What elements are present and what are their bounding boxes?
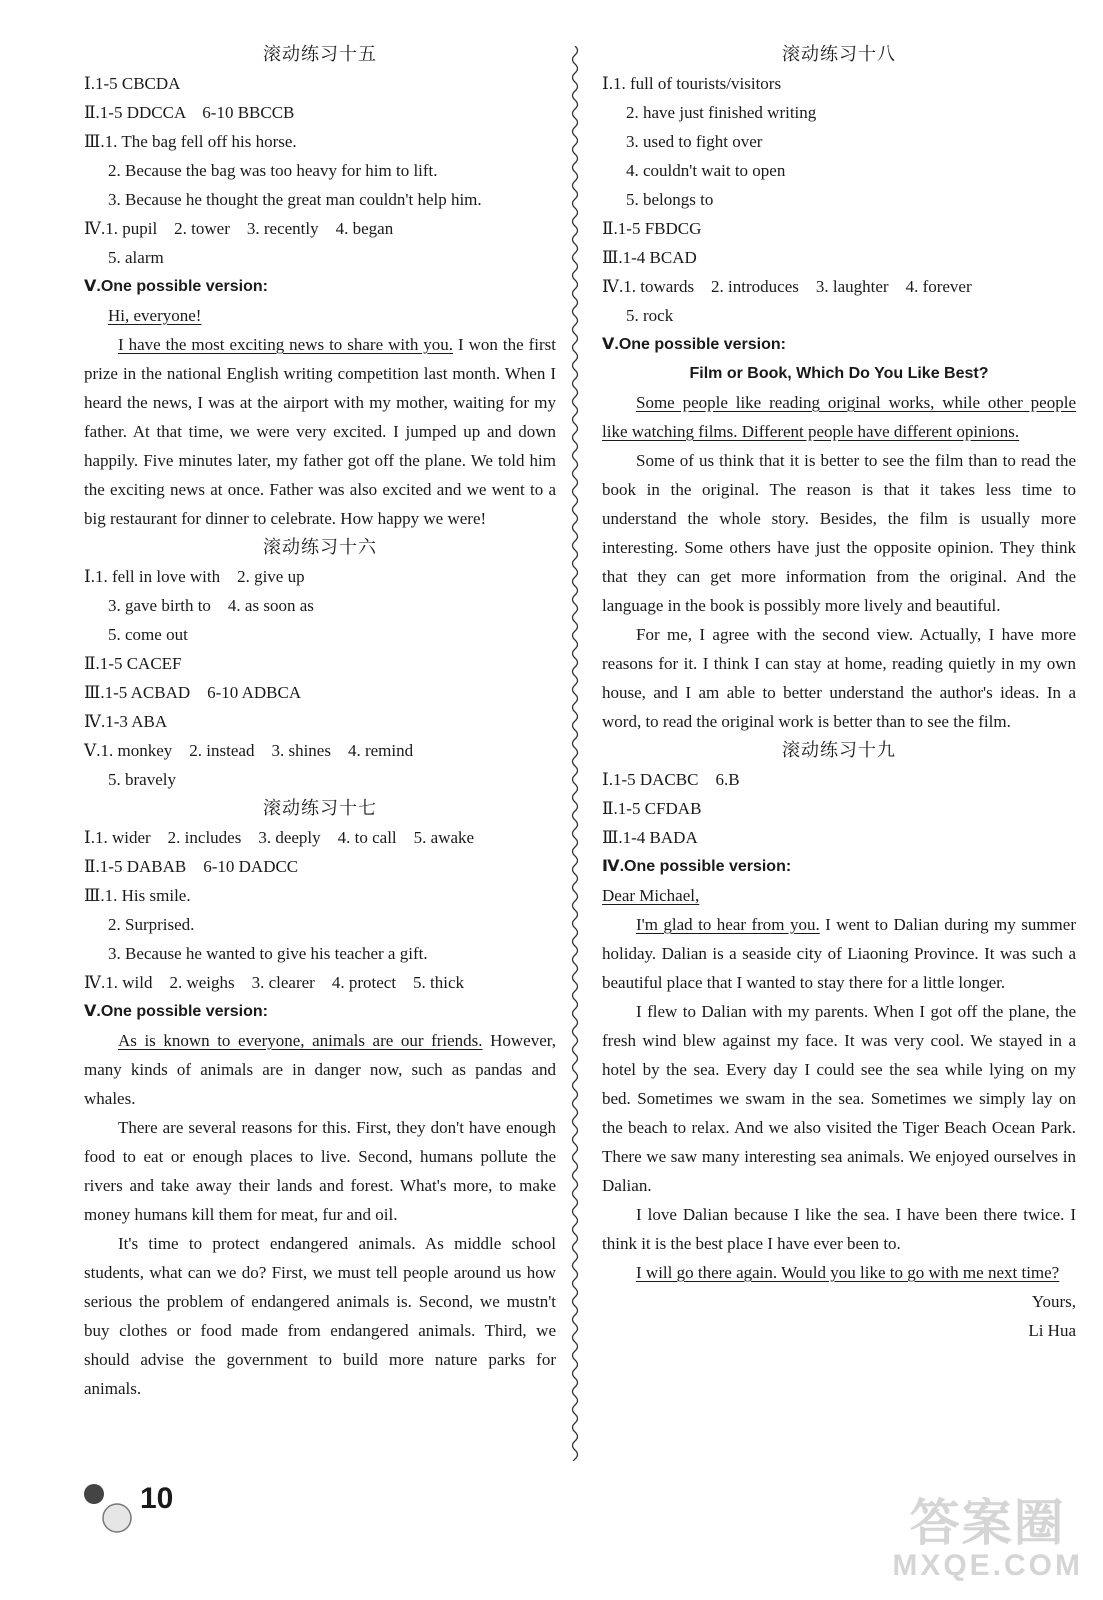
answer-line: Ⅲ.1-5 ACBAD 6-10 ADBCA [84, 683, 302, 702]
column-divider [568, 46, 582, 1461]
letter-signature: Li Hua [1028, 1321, 1076, 1340]
essay-paragraph: I love Dalian because I like the sea. I have been there twice. I think it is the best place I have ever been to. [602, 1205, 1076, 1253]
answer-line: Ⅰ.1. fell in love with 2. give up [84, 567, 305, 586]
underlined-sentence: Some people like reading original works, while other people like watching films. Different people have different opinions. [602, 393, 1076, 441]
answer-line: Ⅲ.1-4 BCAD [602, 248, 697, 267]
essay-paragraph: It's time to protect endangered animals. As middle school students, what can we do? First, we must tell people around us how serious the problem of endangered animals is. Second, we mustn't buy clothes or food made from endangered animals. Third, we should advise the government to build more nature parks for animals. [84, 1234, 556, 1398]
section-title-18: 滚动练习十八 [782, 44, 896, 64]
answer-line: 3. Because he wanted to give his teacher a gift. [108, 944, 428, 963]
version-heading: Ⅴ.One possible version: [84, 278, 268, 295]
watermark-url: MXQE.COM [892, 1549, 1083, 1582]
paragraph-text: I went to Dalian during my summer holiday. Dalian is a seaside city of Liaoning Province. It was such a beautiful place that I wanted to stay there for a little longer. [602, 915, 1076, 992]
answer-line: Ⅱ.1-5 DDCCA 6-10 BBCCB [84, 103, 295, 122]
essay-paragraph: I flew to Dalian with my parents. When I got off the plane, the fresh wind blew against my face. It was very cool. We stayed in a hotel by the sea. Every day I could see the sea while lying on my bed. Sometimes we swam in the sea. Sometimes we simply lay on the beach to relax. And we also visited the Tiger Beach Ocean Park. There we saw many interesting sea animals. We enjoyed ourselves in Dalian. [602, 1002, 1076, 1195]
section-title-16: 滚动练习十六 [263, 537, 377, 557]
left-column [84, 40, 556, 1403]
answer-line: Ⅰ.1-5 CBCDA [84, 74, 181, 93]
paragraph-text: I won the first prize in the national English writing competition last month. When I heard the news, I was at the airport with my mother, waiting for my father. At that time, we were very excited. I jumped up and down happily. Five minutes later, my father got off the plane. We told him the exciting news at once. Father was also excited and we went to a big restaurant for dinner to celebrate. How happy we were! [84, 335, 556, 528]
essay-paragraph: Some of us think that it is better to see the film than to read the book in the original. The reason is that it takes less time to understand the whole story. Besides, the film is usually more interesting. Some others have just the opposite opinion. They think that they can get more information from the original. And the language in the book is possibly more lively and beautiful. [602, 451, 1076, 615]
essay-greeting: Hi, everyone! [108, 306, 202, 325]
essay-paragraph: There are several reasons for this. First, they don't have enough food to eat or enough places to live. Second, humans pollute the rivers and take away their lands and forest. What's more, to make money humans kill them for meat, fur and oil. [84, 1118, 556, 1224]
underlined-sentence: I have the most exciting news to share with you. [118, 335, 454, 354]
answer-line: Ⅱ.1-5 FBDCG [602, 219, 702, 238]
watermark-logo: 答案圈 [909, 1494, 1066, 1552]
answer-line: 5. rock [626, 306, 674, 325]
answer-line: 3. gave birth to 4. as soon as [108, 596, 314, 615]
essay-paragraph [84, 1026, 556, 1113]
answer-line: 3. used to fight over [626, 132, 763, 151]
underlined-sentence: As is known to everyone, animals are our friends. [118, 1031, 483, 1050]
answer-line: Ⅳ.1. towards 2. introduces 3. laughter 4. forever [602, 277, 972, 296]
answer-line: 5. belongs to [626, 190, 714, 209]
answer-line: 2. have just finished writing [626, 103, 817, 122]
page-number-badge [82, 1480, 202, 1540]
essay-title: Film or Book, Which Do You Like Best? [689, 365, 989, 382]
answer-line: 5. bravely [108, 770, 176, 789]
section-title-19: 滚动练习十九 [782, 740, 896, 760]
essay-paragraph [602, 1258, 1076, 1287]
answer-line: Ⅱ.1-5 CFDAB [602, 799, 702, 818]
essay-paragraph: For me, I agree with the second view. Actually, I have more reasons for it. I think I can stay at home, reading quietly in my own house, and I am able to better understand the author's ideas. In a word, to read the original work is better than to see the film. [602, 625, 1076, 731]
letter-closing: Yours, [1031, 1292, 1076, 1311]
answer-line: 4. couldn't wait to open [626, 161, 786, 180]
answer-line: Ⅲ.1. The bag fell off his horse. [84, 132, 297, 151]
answer-line: 2. Because the bag was too heavy for him to lift. [108, 161, 438, 180]
answer-line: 2. Surprised. [108, 915, 195, 934]
answer-line: Ⅳ.1-3 ABA [84, 712, 168, 731]
version-heading: Ⅴ.One possible version: [84, 1003, 268, 1020]
version-heading: Ⅴ.One possible version: [602, 336, 786, 353]
watermark [892, 1496, 1083, 1582]
section-title-17: 滚动练习十七 [263, 798, 377, 818]
essay-paragraph [84, 330, 556, 533]
essay-paragraph [602, 388, 1076, 446]
answer-line: Ⅲ.1. His smile. [84, 886, 191, 905]
answer-line: Ⅱ.1-5 CACEF [84, 654, 182, 673]
answer-line: Ⅳ.1. wild 2. weighs 3. clearer 4. protect 5. thick [84, 973, 465, 992]
answer-line: Ⅳ.1. pupil 2. tower 3. recently 4. began [84, 219, 394, 238]
page-number: 10 [140, 1482, 174, 1515]
answer-line: 3. Because he thought the great man couldn't help him. [108, 190, 482, 209]
answer-line: 5. alarm [108, 248, 164, 267]
answer-line: Ⅰ.1. full of tourists/visitors [602, 74, 782, 93]
right-column [602, 40, 1076, 1345]
letter-salutation: Dear Michael, [602, 886, 700, 905]
answer-line: Ⅱ.1-5 DABAB 6-10 DADCC [84, 857, 299, 876]
underlined-sentence: I'm glad to hear from you. [636, 915, 820, 934]
answer-line: Ⅴ.1. monkey 2. instead 3. shines 4. remind [84, 741, 414, 760]
version-heading: Ⅳ.One possible version: [602, 858, 792, 875]
paragraph-text: However, many kinds of animals are in danger now, such as pandas and whales. [84, 1031, 557, 1108]
essay-paragraph [602, 910, 1076, 997]
answer-line: Ⅲ.1-4 BADA [602, 828, 698, 847]
answer-line: 5. come out [108, 625, 188, 644]
decorative-circles-icon [82, 1480, 142, 1540]
underlined-sentence: I will go there again. Would you like to go with me next time? [636, 1263, 1060, 1282]
answer-line: Ⅰ.1. wider 2. includes 3. deeply 4. to call 5. awake [84, 828, 475, 847]
section-title-15: 滚动练习十五 [263, 44, 377, 64]
answer-line: Ⅰ.1-5 DACBC 6.B [602, 770, 740, 789]
